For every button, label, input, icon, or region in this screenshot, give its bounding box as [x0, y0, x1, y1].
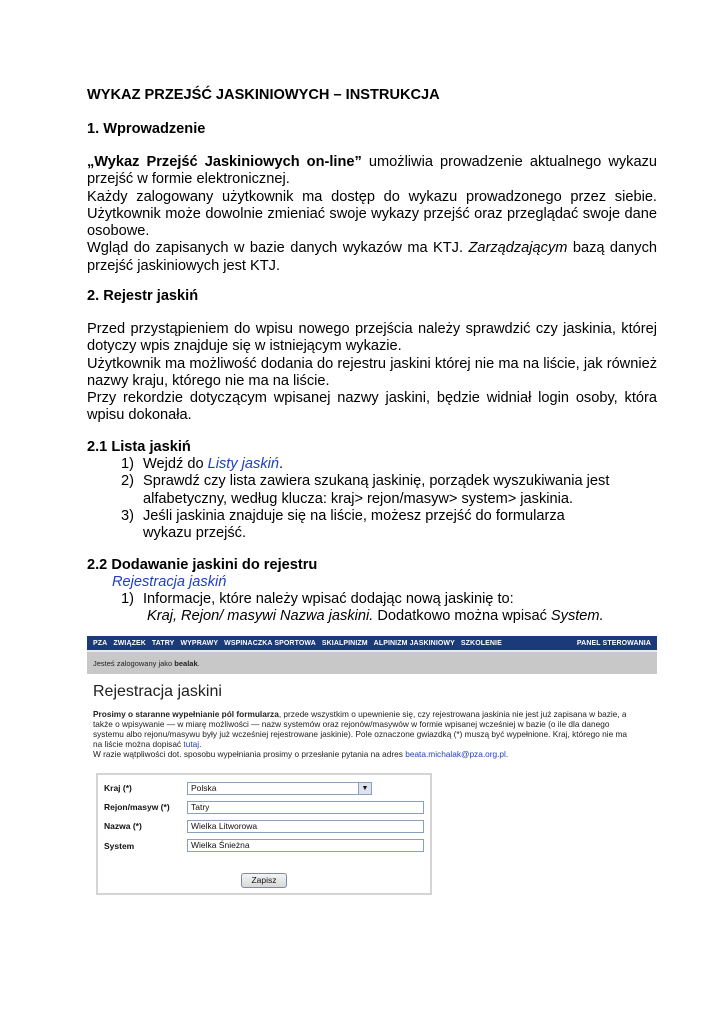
kraj-label: Kraj (*) [104, 783, 132, 793]
product-name: „Wykaz Przejść Jaskiniowych on-line” [87, 154, 362, 170]
instructions-bold: Prosimy o staranne wypełnianie pól formularza [93, 709, 279, 719]
section-2-2-heading: 2.2 Dodawanie jaskini do rejestru [87, 557, 318, 573]
embedded-screenshot [87, 636, 657, 900]
intro-text-a: Wgląd do zapisanych w bazie danych wykazów ma KTJ. [87, 240, 469, 257]
login-status: Jesteś zalogowany jako bealak. [93, 659, 200, 668]
section-2-1-heading: 2.1 Lista jaskiń [87, 439, 191, 455]
list-item [87, 473, 617, 508]
rejon-input[interactable]: Tatry [187, 801, 424, 814]
instructions-dot: . [199, 739, 202, 749]
login-username: bealak [174, 659, 198, 668]
rejestr-paragraph-1: Przed przystąpieniem do wpisu nowego przejścia należy sprawdzić czy jaskinia, której dotyczy wpis znajduje się w istniejącym wykazie. [87, 321, 657, 355]
top-nav [87, 636, 657, 650]
rejestracja-jaskin-link[interactable]: Rejestracja jaskiń [112, 574, 227, 590]
rejestr-paragraph-3: Przy rekordzie dotyczącym wpisanej nazwy jaskini, będzie widniał login osoby, która wpisu dokonała. [87, 390, 657, 424]
login-label: Jesteś zalogowany jako [93, 659, 175, 668]
list-text: Wejdź do [143, 456, 208, 472]
page-title: Rejestracja jaskini [93, 683, 222, 700]
nazwa-input[interactable]: Wielka Litworowa [187, 820, 424, 833]
login-bar [87, 650, 657, 674]
list-text: Dodatkowo można wpisać [373, 608, 551, 625]
section-1-body [87, 154, 657, 275]
zapisz-button[interactable]: Zapisz [241, 873, 287, 888]
list-number: 1) [121, 591, 134, 607]
list-italic: Kraj, Rejon/ masywi Nazwa jaskini. [147, 608, 374, 625]
kraj-select[interactable] [187, 782, 372, 795]
kraj-value: Polska [191, 783, 217, 793]
nav-item-pza[interactable]: PZA [93, 639, 108, 647]
intro-paragraph-1 [87, 154, 657, 189]
dodawanie-steps [87, 591, 647, 626]
section-2-body [87, 321, 657, 425]
list-number: 3) [121, 507, 134, 524]
system-label: System [104, 841, 135, 851]
intro-paragraph-3 [87, 240, 657, 275]
list-italic: System. [550, 608, 604, 625]
nav-item-wspinaczka[interactable]: WSPINACZKA SPORTOWA [224, 639, 316, 647]
intro-text: umożliwia prowadzenie aktualnego wykazu przejść w formie elektronicznej. [87, 154, 657, 188]
form-instructions [93, 709, 638, 759]
list-text: Sprawdź czy lista zawiera szukaną jaskinię, porządek wyszukiwania jest alfabetyczny, według klucza: kraj> rejon/masyw> system> jaskinia. [143, 473, 610, 507]
list-item [87, 456, 617, 473]
list-number: 2) [121, 473, 134, 490]
section-2-heading: 2. Rejestr jaskiń [87, 288, 199, 304]
lista-jaskin-steps [87, 456, 617, 542]
list-text-end: . [279, 456, 284, 472]
nazwa-label: Nazwa (*) [104, 821, 142, 831]
rejon-label: Rejon/masyw (*) [104, 802, 170, 812]
listy-jaskin-link[interactable]: Listy jaskiń [207, 456, 279, 472]
instructions-text: , przede wszystkim o upewnienie się, czy rejestrowana jaskinia nie jest już zapisana w bazie, a także o wpisywanie — w miarę możliwości — nazw systemów oraz rejonów/masywów w formie wpisanej wcześniej w bazie (o ile dla danego systemu albo rejonu/masywu były już wcześniej rejestrowane jaskinie). Pole oznaczone gwiazdką (*) muszą być wypełnione. Kraj, którego nie ma na liście można dopisać [93, 709, 628, 749]
intro-paragraph-2: Każdy zalogowany użytkownik ma dostęp do wykazu prowadzonego przez siebie. Użytkownik może dowolnie zmieniać swoje wykazy przejść oraz przeglądać swoje dane osobowe. [87, 188, 657, 240]
system-input[interactable]: Wielka Śnieżna [187, 839, 424, 852]
intro-italic: Zarządzającym [468, 240, 568, 257]
instructions-contact: W razie wątpliwości dot. sposobu wypełniania prosimy o przesłanie pytania na adres [93, 749, 406, 759]
list-item [87, 508, 617, 543]
list-item [87, 591, 647, 626]
intro-text-b: bazą danych przejść jaskiniowych jest KTJ. [87, 240, 657, 274]
nav-item-wyprawy[interactable]: WYPRAWY [180, 639, 219, 647]
tutaj-link[interactable]: tutaj [183, 739, 200, 749]
nav-item-tatry[interactable]: TATRY [151, 639, 175, 647]
section-1-heading: 1. Wprowadzenie [87, 121, 206, 137]
document-title: WYKAZ PRZEJŚĆ JASKINIOWYCH – INSTRUKCJA [87, 87, 440, 103]
list-number: 1) [121, 456, 134, 472]
list-text: Jeśli jaskinia znajduje się na liście, możesz przejść do formularza wykazu przejść. [143, 507, 565, 542]
nav-item-szkolenie[interactable]: SZKOLENIE [460, 639, 502, 647]
list-text: Informacje, które należy wpisać dodając nową jaskinię to: [143, 591, 514, 607]
email-link[interactable]: beata.michalak@pza.org.pl [405, 749, 506, 759]
nav-item-zwiazek[interactable]: ZWIĄZEK [113, 639, 146, 647]
registration-form [96, 773, 432, 895]
instructions-end: . [505, 749, 509, 759]
nav-item-skialpinizm[interactable]: SKIALPINIZM [321, 639, 368, 647]
chevron-down-icon[interactable]: ▼ [358, 783, 371, 794]
nav-item-alpinizm[interactable]: ALPINIZM JASKINIOWY [373, 639, 455, 647]
rejestr-paragraph-2: Użytkownik ma możliwość dodania do rejestru jaskini której nie ma na liście, jak również nazwy kraju, którego nie ma na liście. [87, 355, 657, 389]
nav-item-panel[interactable]: PANEL STEROWANIA [576, 639, 651, 647]
